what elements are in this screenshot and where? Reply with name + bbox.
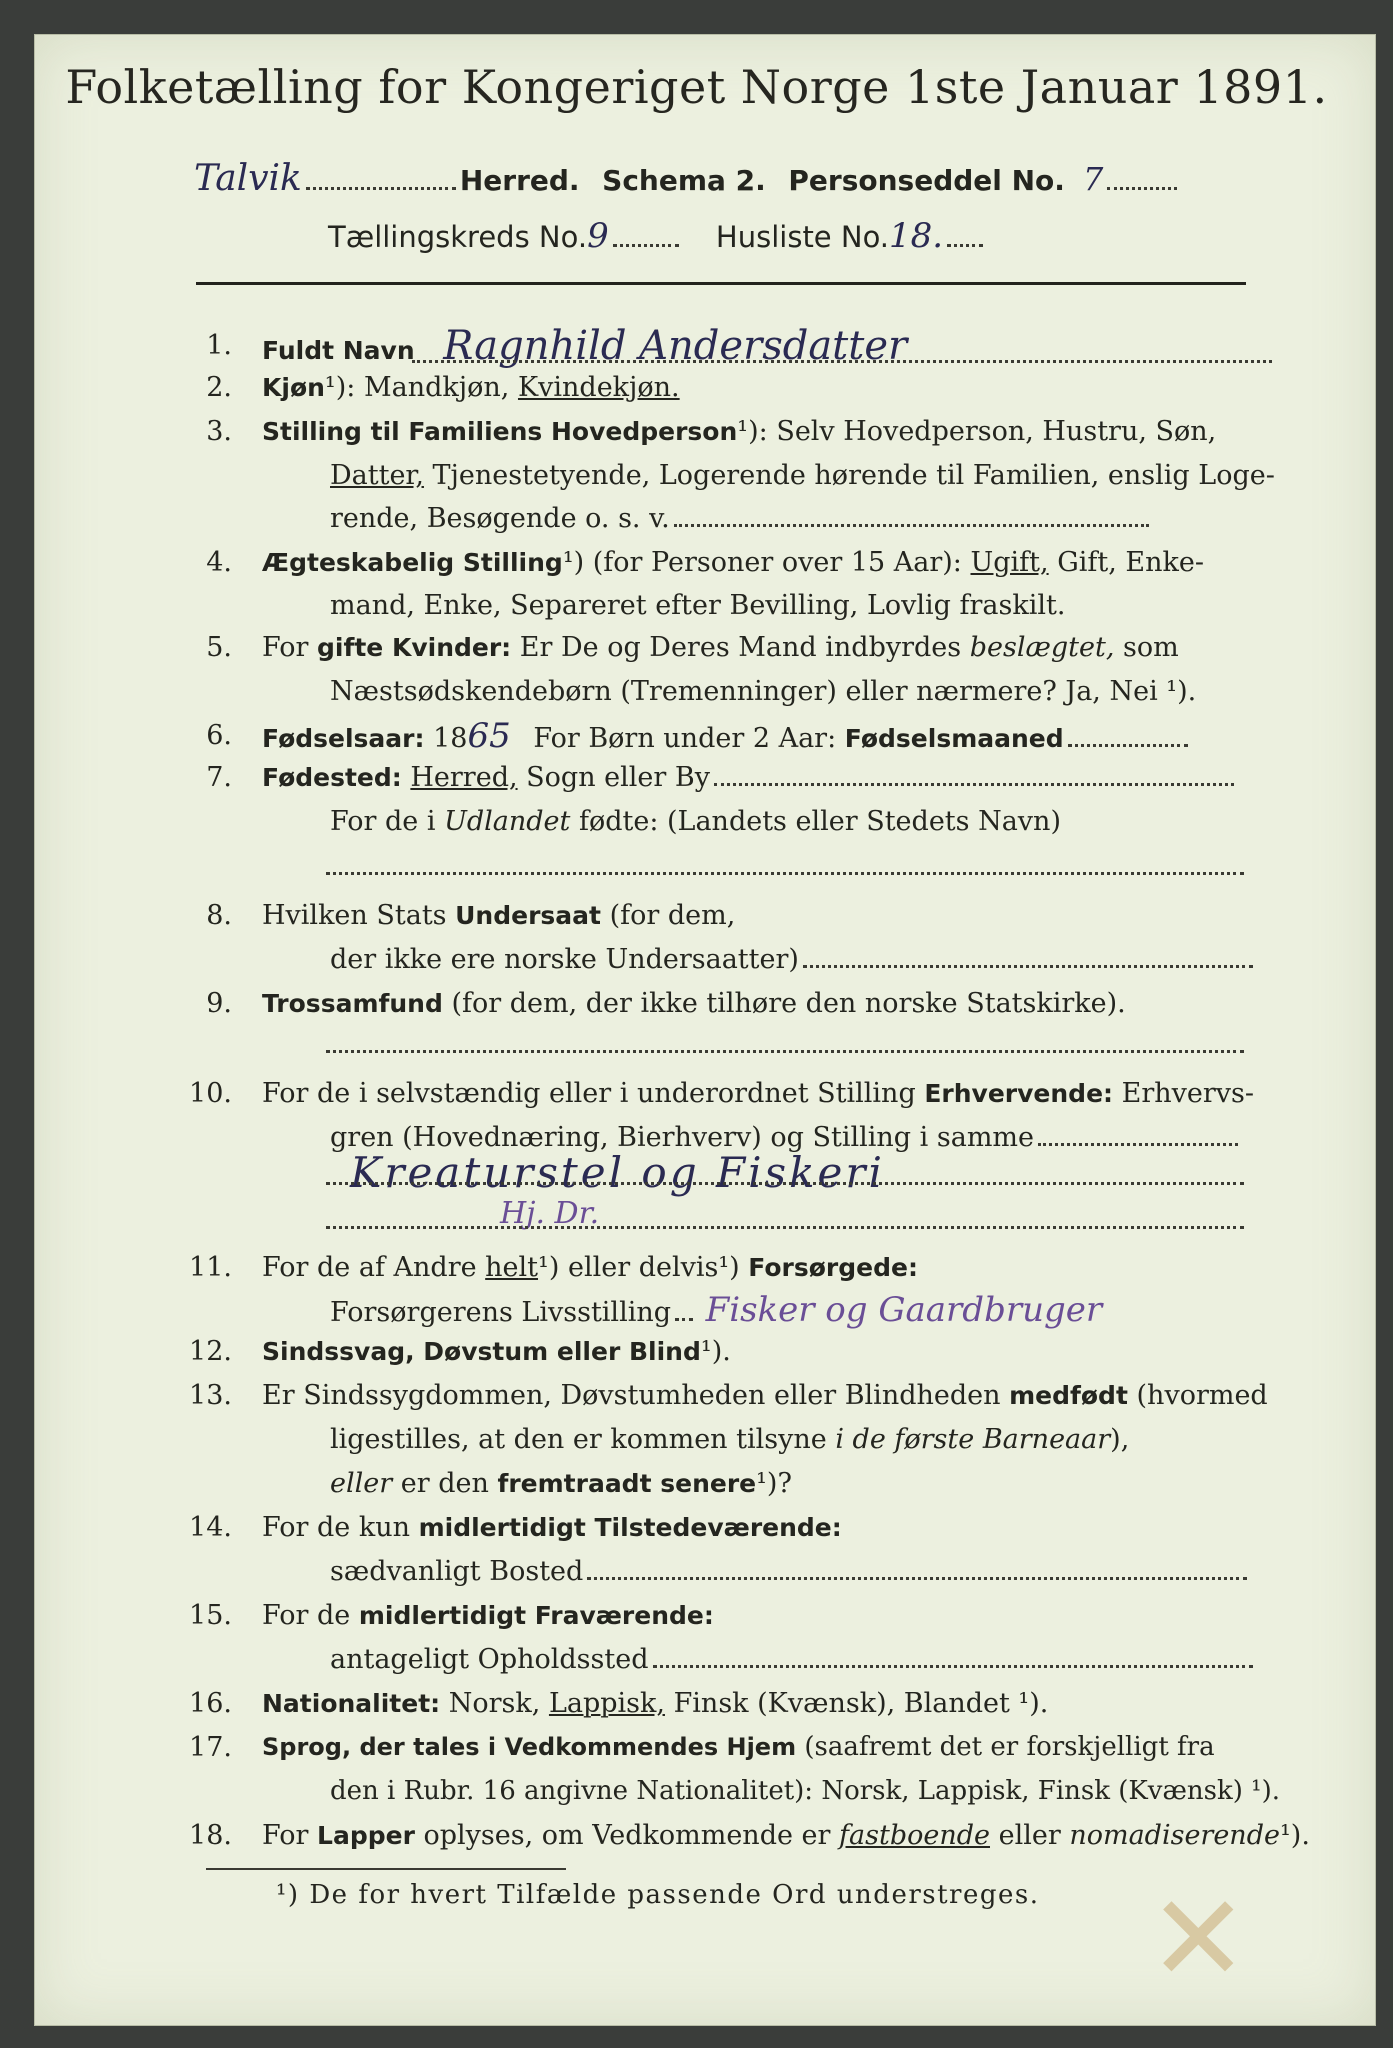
birthplace-selected: Herred, bbox=[410, 762, 518, 793]
temp-present-pre: For de kun bbox=[262, 1512, 410, 1543]
occupation-value-dots bbox=[326, 1182, 1244, 1185]
disability-label: Sindssvag, Døvstum eller Blind bbox=[262, 1337, 701, 1366]
congenital-pre: Er Sindssygdommen, Døvstumheden eller Blindheden bbox=[262, 1380, 1001, 1411]
birth-year-label: Fødselsaar: bbox=[262, 724, 425, 753]
item-number: 12. bbox=[189, 1336, 232, 1367]
occupation-label: Erhvervende: bbox=[924, 1079, 1114, 1108]
lapps-mid: eller bbox=[998, 1820, 1061, 1851]
sex-sup: ¹): bbox=[324, 372, 356, 403]
occupation-pre: For de i selvstændig eller i underordnet Stilling bbox=[262, 1078, 916, 1109]
item-number: 16. bbox=[189, 1688, 232, 1719]
nationality-option-1: Norsk, bbox=[448, 1688, 541, 1719]
provider-value: Fisker og Gaardbruger bbox=[705, 1290, 1103, 1330]
birthplace-dots bbox=[714, 783, 1234, 786]
item-9 bbox=[262, 988, 1126, 1019]
item-3-line-2 bbox=[330, 460, 1275, 491]
birth-year-value: 65 bbox=[467, 716, 511, 756]
usual-residence-dots bbox=[587, 1577, 1247, 1580]
schema-label: Schema 2. bbox=[602, 164, 766, 197]
herred-label: Herred. bbox=[459, 164, 580, 197]
item-number: 8. bbox=[206, 900, 232, 931]
family-position-options-3: rende, Besøgende o. s. v. bbox=[330, 503, 670, 534]
header-herred-line bbox=[194, 158, 1181, 199]
congenital-post: (hvormed bbox=[1136, 1380, 1268, 1411]
kreds-number: 9 bbox=[587, 216, 609, 256]
religion-label: Trossamfund bbox=[262, 989, 443, 1018]
item-13-line-3 bbox=[330, 1468, 792, 1499]
congenital-italic: i de første Barneaar bbox=[835, 1424, 1111, 1455]
full-name-label: Fuldt Navn bbox=[262, 336, 415, 365]
header-rule bbox=[196, 282, 1246, 285]
item-11-line-1 bbox=[262, 1252, 918, 1283]
lapps-selected: fastboende bbox=[839, 1820, 990, 1851]
item-17-line-1 bbox=[262, 1732, 1215, 1762]
personseddel-number: 7 bbox=[1082, 160, 1104, 198]
item-8-line-1 bbox=[262, 900, 735, 931]
family-position-options-1: ¹): Selv Hovedperson, Hustru, Søn, bbox=[737, 416, 1217, 447]
footnote-rule bbox=[206, 1868, 566, 1870]
marital-status-options: Gift, Enke- bbox=[1057, 547, 1204, 578]
temp-absent-label: midlertidigt Fraværende: bbox=[358, 1601, 714, 1630]
marital-status-options-2: mand, Enke, Separeret efter Bevilling, Lovlig fraskilt. bbox=[330, 590, 1066, 621]
item-number: 2. bbox=[206, 372, 232, 403]
birth-month-label: Fødselsmaaned bbox=[844, 724, 1064, 753]
whereabouts-label: antageligt Opholdssted bbox=[330, 1644, 649, 1675]
item-6 bbox=[262, 716, 1192, 756]
herred-name: Talvik bbox=[194, 158, 302, 199]
item-number: 10. bbox=[189, 1078, 232, 1109]
religion-dots bbox=[326, 1050, 1244, 1053]
language-line-1: (saafremt det er forskjelligt fra bbox=[804, 1732, 1215, 1762]
family-position-selected: Datter, bbox=[330, 460, 424, 491]
temp-absent-pre: For de bbox=[262, 1600, 351, 1631]
item-5-line-1 bbox=[262, 632, 1179, 663]
item-number: 5. bbox=[206, 632, 232, 663]
birth-month-text: For Børn under 2 Aar: bbox=[533, 723, 837, 754]
family-position-label: Stilling til Familiens Hovedperson bbox=[262, 417, 738, 446]
citizenship-pre: Hvilken Stats bbox=[262, 900, 447, 931]
item-12 bbox=[262, 1336, 731, 1367]
language-line-2: den i Rubr. 16 angivne Nationalitet): Norsk, Lappisk, Finsk (Kvænsk) ¹). bbox=[330, 1776, 1281, 1806]
married-women-end: som bbox=[1123, 632, 1179, 663]
sex-selected: Kvindekjøn. bbox=[517, 372, 680, 403]
supported-mid: eller delvis bbox=[567, 1252, 719, 1283]
item-number: 11. bbox=[189, 1252, 232, 1283]
marital-status-selected: Ugift, bbox=[970, 547, 1049, 578]
kreds-label: Tællingskreds No. bbox=[328, 220, 588, 254]
footnote: ¹) De for hvert Tilfælde passende Ord understreges. bbox=[276, 1880, 1040, 1910]
item-15-line-1 bbox=[262, 1600, 714, 1631]
family-position-options-2: Tjenestetyende, Logerende hørende til Familien, enslig Loge- bbox=[432, 460, 1275, 491]
item-15-line-2 bbox=[330, 1644, 1257, 1675]
language-label: Sprog, der tales i Vedkommendes Hjem bbox=[262, 1733, 797, 1761]
temp-present-label: midlertidigt Tilstedeværende: bbox=[418, 1513, 842, 1542]
supported-sup-1: ¹) bbox=[538, 1252, 560, 1283]
item-8-line-2 bbox=[330, 944, 1257, 975]
citizenship-dots bbox=[803, 965, 1253, 968]
birthplace-foreign-pre: For de i bbox=[330, 806, 436, 837]
item-7-line-1 bbox=[262, 762, 1238, 793]
disability-sup: ¹). bbox=[700, 1336, 731, 1367]
item-3-line-1 bbox=[262, 416, 1216, 447]
occupation-value: Kreaturstel og Fiskeri bbox=[350, 1148, 885, 1197]
congenital-label-2: fremtraadt senere bbox=[497, 1469, 757, 1498]
item-number: 9. bbox=[206, 988, 232, 1019]
full-name-dots bbox=[412, 360, 1272, 363]
nationality-options: Finsk (Kvænsk), Blandet ¹). bbox=[673, 1688, 1049, 1719]
birthplace-foreign-dots bbox=[326, 872, 1244, 875]
provider-label: Forsørgerens Livsstilling bbox=[330, 1297, 672, 1328]
congenital-line-3-end: ¹)? bbox=[756, 1468, 792, 1499]
item-number: 13. bbox=[189, 1380, 232, 1411]
item-14-line-2 bbox=[330, 1556, 1251, 1587]
personseddel-dots bbox=[1107, 187, 1177, 190]
married-women-label: gifte Kvinder: bbox=[317, 633, 512, 662]
congenital-line-2: ligestilles, at den er kommen tilsyne bbox=[330, 1424, 827, 1455]
nationality-label: Nationalitet: bbox=[262, 1689, 441, 1718]
congenital-eller: eller bbox=[330, 1468, 393, 1499]
congenital-line-3: er den bbox=[400, 1468, 489, 1499]
herred-dots bbox=[306, 187, 456, 190]
header-kreds-line bbox=[328, 216, 987, 256]
item-number: 1. bbox=[206, 330, 232, 361]
lapps-end: ¹). bbox=[1279, 1820, 1310, 1851]
pencil-cross-mark: ✕ bbox=[1148, 1870, 1249, 2009]
item-7-line-2 bbox=[330, 806, 1061, 837]
occupation-note: Hj. Dr. bbox=[500, 1196, 600, 1231]
item-13-line-2 bbox=[330, 1424, 1129, 1455]
item-2 bbox=[262, 372, 680, 403]
item-11-line-2 bbox=[330, 1290, 1102, 1330]
married-women-italic: beslægtet, bbox=[969, 632, 1115, 663]
marital-status-label: Ægteskabelig Stilling bbox=[262, 548, 563, 577]
item-number: 17. bbox=[189, 1732, 232, 1763]
religion-text: (for dem, der ikke tilhøre den norske Statskirke). bbox=[451, 988, 1126, 1019]
usual-residence-label: sædvanligt Bosted bbox=[330, 1556, 584, 1587]
item-18 bbox=[262, 1820, 1310, 1851]
supported-label: Forsørgede: bbox=[748, 1253, 918, 1282]
form-title: Folketælling for Kongeriget Norge 1ste Januar 1891. bbox=[65, 60, 1328, 114]
item-number: 4. bbox=[206, 547, 232, 578]
occupation-post: Erhvervs- bbox=[1121, 1078, 1255, 1109]
kreds-dots bbox=[613, 244, 679, 247]
married-women-pre: For bbox=[262, 632, 309, 663]
supported-helt: helt bbox=[485, 1252, 539, 1283]
married-women-question: Er De og Deres Mand indbyrdes bbox=[519, 632, 962, 663]
occupation-dots bbox=[1038, 1143, 1238, 1146]
lapps-label: Lapper bbox=[317, 1821, 415, 1850]
item-number: 18. bbox=[189, 1820, 232, 1851]
family-position-dots bbox=[674, 524, 1149, 527]
item-4-line-2 bbox=[330, 590, 1065, 621]
item-number: 6. bbox=[206, 720, 232, 751]
item-13-line-1 bbox=[262, 1380, 1268, 1411]
supported-sup-2: ¹) bbox=[718, 1252, 740, 1283]
birth-month-dots bbox=[1068, 744, 1188, 747]
item-17-line-2 bbox=[330, 1776, 1280, 1806]
item-14-line-1 bbox=[262, 1512, 842, 1543]
item-10-line-1 bbox=[262, 1078, 1254, 1109]
husliste-number: 18. bbox=[889, 216, 944, 256]
occupation-note-dots bbox=[326, 1226, 1244, 1229]
husliste-dots bbox=[947, 244, 983, 247]
supported-pre: For de af Andre bbox=[262, 1252, 477, 1283]
item-3-line-3 bbox=[330, 503, 1153, 534]
lapps-text: oplyses, om Vedkommende er bbox=[423, 1820, 831, 1851]
sex-options: Mandkjøn, bbox=[363, 372, 510, 403]
citizenship-post: (for dem, bbox=[609, 900, 736, 931]
lapps-pre: For bbox=[262, 1820, 309, 1851]
congenital-line-2-end: ), bbox=[1110, 1424, 1130, 1455]
lapps-italic: nomadiserende bbox=[1069, 1820, 1280, 1851]
congenital-label: medfødt bbox=[1009, 1381, 1128, 1410]
item-number: 14. bbox=[189, 1512, 232, 1543]
birthplace-foreign-text: fødte: (Landets eller Stedets Navn) bbox=[578, 806, 1061, 837]
full-name-value: Ragnhild Andersdatter bbox=[443, 323, 908, 369]
item-number: 3. bbox=[206, 416, 232, 447]
citizenship-label: Undersaat bbox=[455, 901, 601, 930]
nationality-selected: Lappisk, bbox=[548, 1688, 665, 1719]
item-number: 7. bbox=[206, 762, 232, 793]
birthplace-label: Fødested: bbox=[262, 763, 402, 792]
item-16 bbox=[262, 1688, 1048, 1719]
item-5-line-2 bbox=[330, 676, 1196, 707]
birthplace-options: Sogn eller By bbox=[526, 762, 710, 793]
occupation-line-2: gren (Hovednæring, Bierhverv) og Stilling i samme bbox=[330, 1122, 1035, 1153]
husliste-label: Husliste No. bbox=[715, 220, 890, 254]
sex-label: Kjøn bbox=[262, 373, 325, 402]
married-women-question-2: Næstsødskendebørn (Tremenninger) eller nærmere? Ja, Nei ¹). bbox=[330, 676, 1197, 707]
occupation-value-line bbox=[350, 1148, 885, 1197]
item-number: 15. bbox=[189, 1600, 232, 1631]
personseddel-label: Personseddel No. bbox=[788, 164, 1065, 197]
birthplace-foreign-italic: Udlandet bbox=[444, 806, 571, 837]
whereabouts-dots bbox=[653, 1665, 1253, 1668]
provider-dots bbox=[675, 1318, 693, 1321]
marital-status-text: ¹) (for Personer over 15 Aar): bbox=[562, 547, 962, 578]
item-4-line-1 bbox=[262, 547, 1204, 578]
birth-year-prefix: 18 bbox=[433, 723, 468, 754]
citizenship-line-2: der ikke ere norske Undersaatter) bbox=[330, 944, 799, 975]
